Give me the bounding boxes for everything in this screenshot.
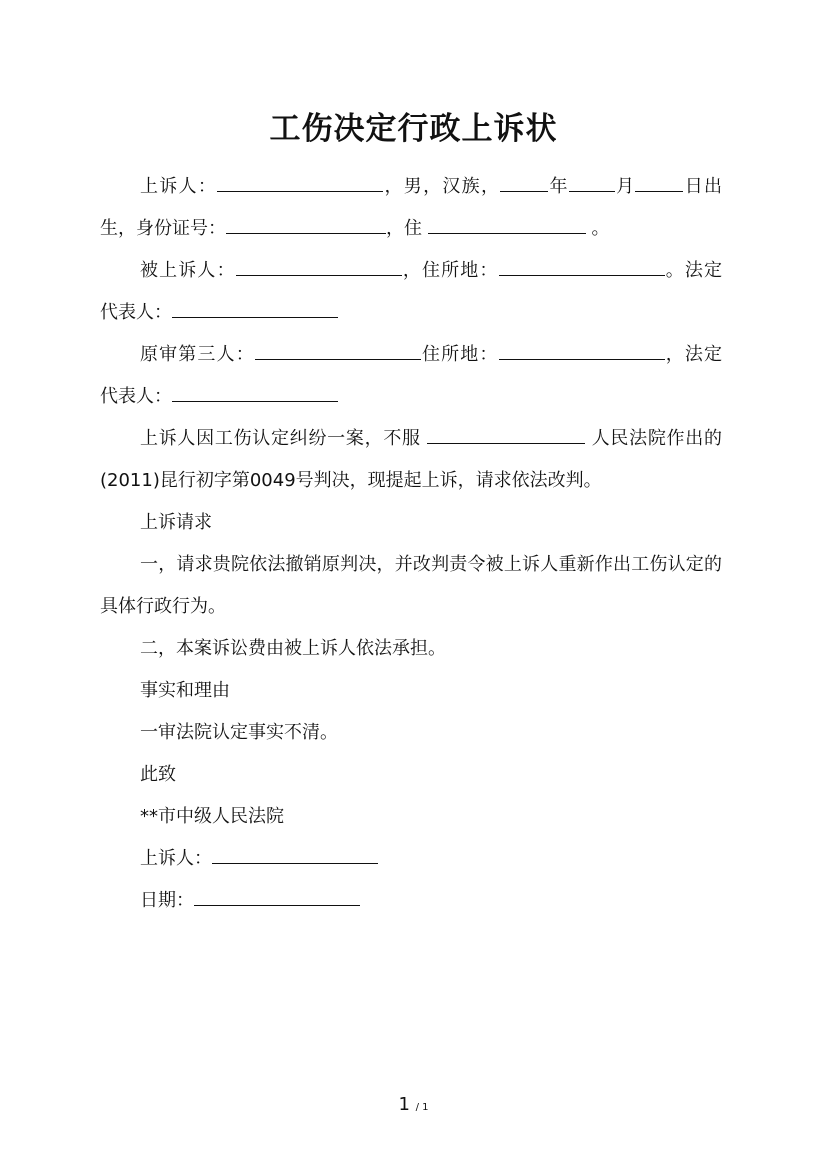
appellee-name-blank[interactable] <box>236 253 402 276</box>
closing-salutation: 此致 <box>140 764 176 785</box>
appellee-address-label: ，住所地： <box>401 260 499 281</box>
total-pages: / 1 <box>415 1102 429 1113</box>
month-label: 月 <box>614 176 636 197</box>
current-page: 1 <box>398 1094 410 1115</box>
case-text-1: 上诉人因工伤认定纠纷一案，不服 <box>140 428 421 449</box>
birth-year-blank[interactable] <box>500 169 548 192</box>
case-paragraph <box>100 418 722 502</box>
third-party-name-blank[interactable] <box>255 337 421 360</box>
page-number <box>0 1094 827 1115</box>
third-party-address-label: 住所地： <box>420 344 499 365</box>
third-party-address-blank[interactable] <box>499 337 665 360</box>
appellee-legal-rep-label: 。法定代表人： <box>100 260 723 323</box>
third-party-legal-rep-blank[interactable] <box>172 379 338 402</box>
date-label: 日期： <box>140 890 194 911</box>
appellant-label: 上诉人： <box>140 176 218 197</box>
residence-blank[interactable] <box>428 211 586 234</box>
appellant-paragraph <box>100 166 722 250</box>
third-party-legal-rep-label: ，法定代表人： <box>100 344 723 407</box>
signature-blank[interactable] <box>212 841 378 864</box>
id-number-blank[interactable] <box>226 211 386 234</box>
case-text-2: 人民法院作出的(2011)昆行初字第0049号判决，现提起上诉，请求依法改判。 <box>100 428 722 491</box>
signature-line <box>100 838 722 880</box>
signature-label: 上诉人： <box>140 848 212 869</box>
third-party-paragraph <box>100 334 722 418</box>
document-title: 工伤决定行政上诉状 <box>269 111 558 147</box>
appellant-name-blank[interactable] <box>217 169 383 192</box>
claim-1: 一，请求贵院依法撤销原判决，并改判责令被上诉人重新作出工伤认定的具体行政行为。 <box>100 554 722 617</box>
birth-month-blank[interactable] <box>569 169 615 192</box>
facts-heading: 事实和理由 <box>140 680 230 701</box>
claim-2: 二，本案诉讼费由被上诉人依法承担。 <box>140 638 446 659</box>
court-name: **市中级人民法院 <box>140 806 284 827</box>
document-body <box>100 166 722 922</box>
residence-label: ，住 <box>386 218 422 239</box>
appellee-label: 被上诉人： <box>140 260 236 281</box>
birth-day-blank[interactable] <box>635 169 683 192</box>
appellee-address-blank[interactable] <box>499 253 665 276</box>
appellee-paragraph <box>100 250 722 334</box>
court-name-blank[interactable] <box>427 421 585 444</box>
year-label: 年 <box>548 176 569 197</box>
date-line <box>100 880 722 922</box>
appellant-end: 。 <box>591 218 610 239</box>
date-blank[interactable] <box>194 883 360 906</box>
facts-text: 一审法院认定事实不清。 <box>140 722 338 743</box>
day-born-id-label: 日出生，身份证号： <box>100 176 723 239</box>
claims-heading: 上诉请求 <box>140 512 212 533</box>
third-party-label: 原审第三人： <box>140 344 255 365</box>
appellant-gender-ethnicity: ，男，汉族， <box>383 176 501 197</box>
appellee-legal-rep-blank[interactable] <box>172 295 338 318</box>
